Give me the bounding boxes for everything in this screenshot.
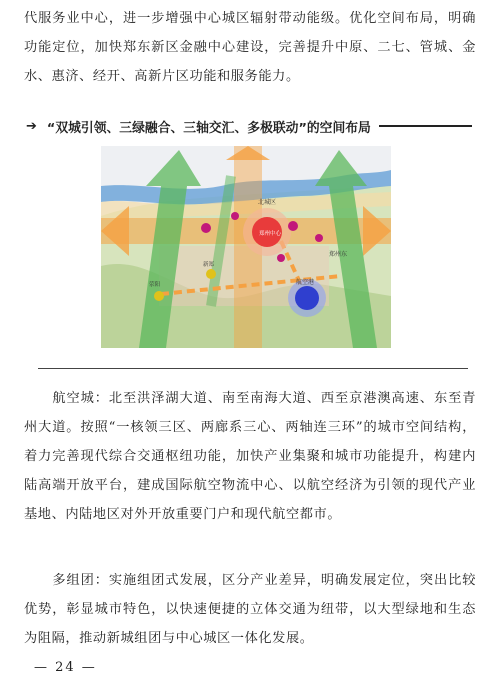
node-1	[201, 223, 211, 233]
node-2	[231, 212, 239, 220]
label-north: 北城区	[258, 199, 277, 206]
node-6	[154, 291, 164, 301]
node-5	[206, 269, 216, 279]
node-4	[315, 234, 323, 242]
air-city-paragraph	[24, 384, 476, 529]
intro-paragraph: 代服务业中心，进一步增强中心城区辐射带动能级。优化空间布局，明确功能定位，加快郑东新区金融中心建设，完善提升中原、二七、管城、金水、惠济、经开、高新片区功能和服务能力。	[24, 11, 476, 84]
page-number: — 24 —	[34, 660, 97, 675]
spatial-layout-map	[101, 146, 391, 348]
section-heading-text: “双城引领、三绿融合、三轴交汇、多极联动”的空间布局	[46, 120, 371, 136]
node-7	[277, 254, 285, 262]
multi-cluster-text: 多组团：实施组团式发展，区分产业差异，明确发展定位，突出比较优势，彰显城市特色，以快速便捷的立体交通为纽带，以大型绿地和生态为阻隔，推动新城组团与中心城区一体化发展。	[24, 573, 476, 646]
multi-cluster-paragraph	[24, 566, 476, 653]
section-heading	[26, 115, 476, 137]
heading-rule	[379, 125, 472, 127]
arrow-icon: ➔	[26, 118, 37, 134]
core-airport	[295, 286, 319, 310]
label-west-left: 荥阳	[149, 282, 161, 288]
label-west-mid: 新郑	[203, 262, 215, 268]
label-center: 郑州中心	[259, 231, 282, 237]
label-south: 航空港	[296, 279, 315, 286]
air-city-text: 航空城：北至洪泽湖大道、南至南海大道、西至京港澳高速、东至青州大道。按照“一核领三区、两廊系三心、两轴连三环”的城市空间结构，着力完善现代综合交通枢纽功能，加快产业集聚和城市功能提升，构建内陆高端开放平台，建成国际航空物流中心、以航空经济为引领的现代产业基地、内陆地区对外开放重要门户和现代航空都市。	[24, 391, 476, 522]
separator-line	[38, 368, 468, 369]
node-3	[288, 221, 298, 231]
label-east: 郑州东	[329, 251, 348, 258]
